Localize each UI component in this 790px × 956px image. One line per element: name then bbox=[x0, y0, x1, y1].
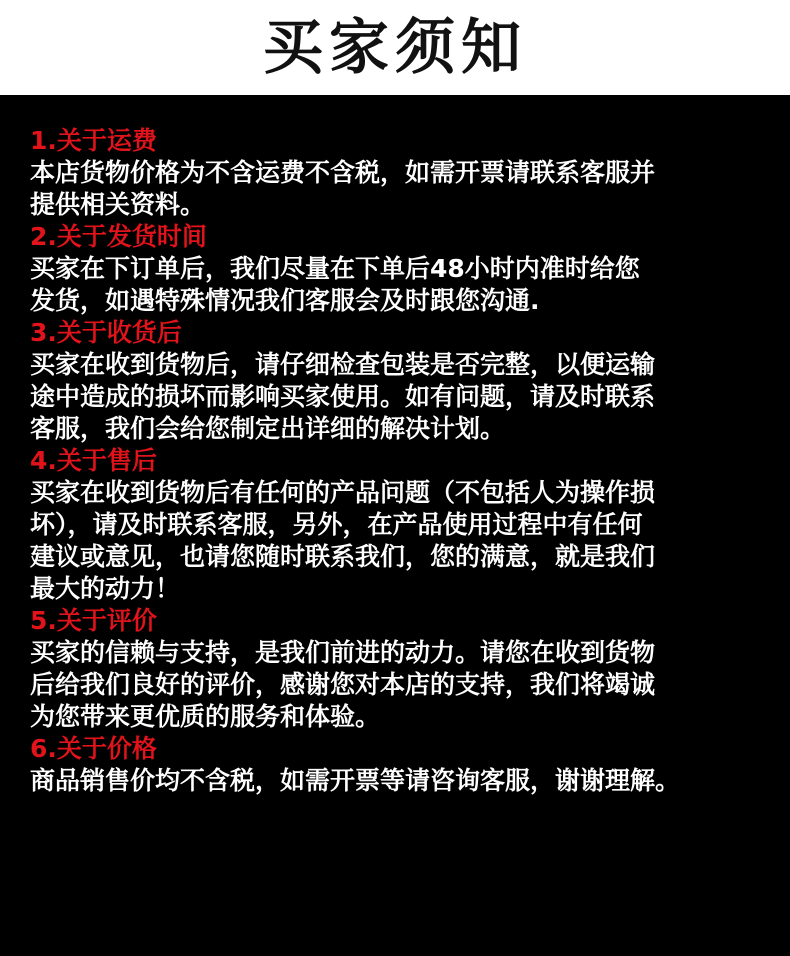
page-title: 买家须知 bbox=[263, 12, 527, 83]
body-line: 最大的动力！ bbox=[30, 574, 181, 603]
body-line: 买家在收到货物后有任何的产品问题（不包括人为操作损 bbox=[30, 478, 656, 507]
body-line: 商品销售价均不含税，如需开票等请咨询客服，谢谢理解。 bbox=[30, 766, 681, 795]
section-heading: 3.关于收货后 bbox=[30, 318, 182, 347]
body-line: 后给我们良好的评价，感谢您对本店的支持，我们将竭诚 bbox=[30, 670, 656, 699]
body-line: 买家在收到货物后，请仔细检查包装是否完整，以便运输 bbox=[30, 350, 656, 379]
body-line: 本店货物价格为不含运费不含税，如需开票请联系客服并 bbox=[30, 158, 656, 187]
section-after-receipt bbox=[30, 317, 765, 445]
section-heading: 5.关于评价 bbox=[30, 606, 157, 635]
section-heading: 1.关于运费 bbox=[30, 126, 157, 155]
body-line: 途中造成的损坏而影响买家使用。如有问题，请及时联系 bbox=[30, 382, 656, 411]
section-shipping-fee bbox=[30, 125, 765, 221]
section-heading: 4.关于售后 bbox=[30, 446, 157, 475]
title-banner bbox=[0, 0, 790, 95]
body-line: 建议或意见，也请您随时联系我们，您的满意，就是我们 bbox=[30, 542, 656, 571]
body-line: 坏），请及时联系客服，另外，在产品使用过程中有任何 bbox=[30, 510, 643, 539]
section-reviews bbox=[30, 605, 765, 733]
section-heading: 2.关于发货时间 bbox=[30, 222, 207, 251]
section-body bbox=[30, 157, 765, 221]
section-body bbox=[30, 637, 765, 733]
section-after-sales bbox=[30, 445, 765, 605]
section-body bbox=[30, 477, 765, 605]
body-line: 买家在下订单后，我们尽量在下单后48小时内准时给您 bbox=[30, 254, 640, 283]
body-line: 提供相关资料。 bbox=[30, 190, 206, 219]
body-line: 客服，我们会给您制定出详细的解决计划。 bbox=[30, 414, 506, 443]
section-body bbox=[30, 253, 765, 317]
section-pricing bbox=[30, 733, 765, 797]
notice-content bbox=[30, 125, 765, 797]
body-line: 为您带来更优质的服务和体验。 bbox=[30, 702, 381, 731]
body-line: 买家的信赖与支持，是我们前进的动力。请您在收到货物 bbox=[30, 638, 656, 667]
section-body bbox=[30, 349, 765, 445]
section-body bbox=[30, 765, 765, 797]
section-heading: 6.关于价格 bbox=[30, 734, 157, 763]
body-line: 发货，如遇特殊情况我们客服会及时跟您沟通. bbox=[30, 286, 540, 315]
section-delivery-time bbox=[30, 221, 765, 317]
